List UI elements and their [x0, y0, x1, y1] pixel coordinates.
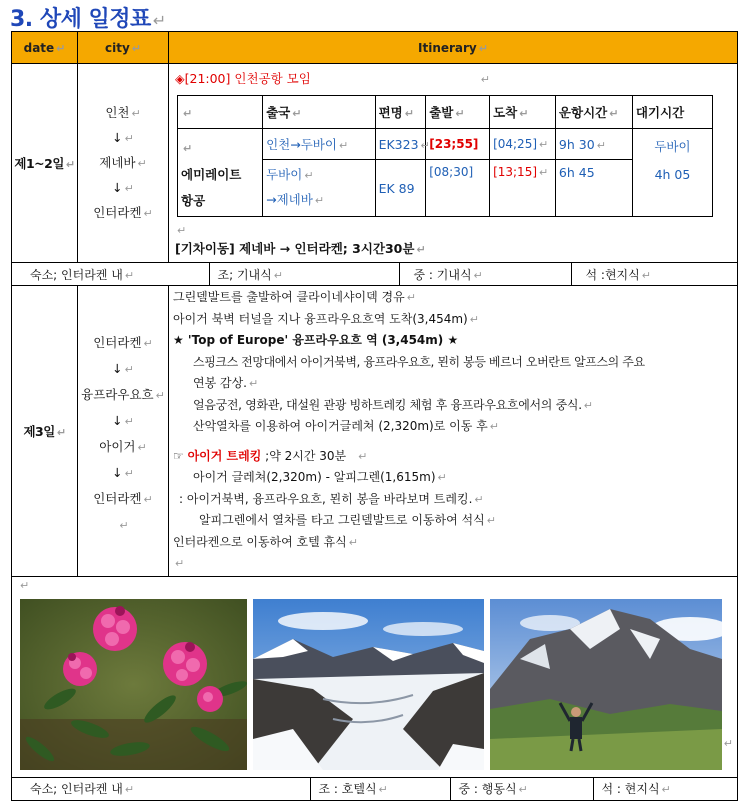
header-itinerary: Itinerary ↵	[169, 32, 738, 64]
photo-strip: ↵ ↵	[12, 577, 737, 777]
day3-line-5: 연봉 감상. ↵	[193, 376, 259, 390]
depart-1: [23;55]	[426, 129, 490, 160]
flight-2: EK 89	[375, 160, 426, 217]
day3-line-1: 그린델발트를 출발하여 클라이네샤이덱 경유 ↵	[173, 290, 416, 304]
duration-1: 9h 30 ↵	[555, 129, 632, 160]
day3-cities: 인터라켄 ↵ ↓ ↵ 융프라우요흐 ↵ ↓ ↵ 아이거 ↵ ↓ ↵ 인터라켄 ↵ ↵	[78, 286, 169, 577]
flight-header-duration: 운항시간 ↵	[555, 96, 632, 129]
arrive-2: [13;15] ↵	[490, 160, 556, 217]
day1-date: 제1~2일 ↵	[12, 64, 78, 263]
itinerary-table	[11, 31, 738, 801]
dinner-3: 석 : 현지식 ↵	[601, 782, 671, 796]
day3-trekking: ☞ 아이거 트레킹 ;약 2시간 30분 ↵	[173, 448, 368, 463]
flight-header-layover: 대기시간	[632, 96, 712, 129]
lunch-3: 중 : 행동식 ↵	[450, 778, 593, 800]
route-1: 인천→두바이 ↵	[263, 129, 375, 160]
day3-line-2: 아이거 북벽 터널을 지나 융프라우요흐역 도착(3,454m) ↵	[173, 311, 479, 326]
arrive-1: [04;25] ↵	[490, 129, 556, 160]
flight-header-depart-time: 출발 ↵	[426, 96, 490, 129]
flight-header-arrive-time: 도착 ↵	[490, 96, 556, 129]
flight-header-flight: 편명 ↵	[375, 96, 426, 129]
day3-highlight: ★ 'Top of Europe' 융프라우요흐 역 (3,454m) ★	[173, 333, 459, 347]
day3-line-12: 인터라켄으로 이동하여 호텔 휴식 ↵	[173, 534, 358, 549]
day3-line-7: 산악열차를 이용하여 아이거글레쳐 (2,320m)로 이동 후 ↵	[193, 419, 499, 433]
airline-cell: ↵ 에미레이트 항공	[178, 129, 263, 217]
lodging-1: 숙소; 인터라켄 내 ↵	[12, 263, 209, 285]
train-note: [기차이동] 제네바 → 인터라켄; 3시간30분 ↵	[175, 241, 426, 256]
lodging-3: 숙소; 인터라켄 내 ↵	[12, 778, 310, 800]
lunch-1: 중 : 기내식 ↵	[399, 263, 571, 285]
day3-line-11: 알피그렌에서 열차를 타고 그린델발트로 이동하여 석식 ↵	[199, 513, 496, 527]
breakfast-3: 조 : 호텔식 ↵	[310, 778, 450, 800]
day1-cities: 인천 ↵ ↓ ↵ 제네바 ↵ ↓ ↵ 인터라켄 ↵	[78, 64, 169, 263]
day3-line-6: 얼음궁전, 영화관, 대설원 관광 빙하트레킹 체험 후 융프라우요흐에서의 중식. ↵	[193, 397, 593, 412]
alpine-rose-photo	[20, 599, 247, 770]
layover-cell: 두바이 4h 05	[632, 129, 712, 217]
day3-itinerary: 그린델발트를 출발하여 클라이네샤이덱 경유 ↵ 아이거 북벽 터널을 지나 융프라우요흐역 도착(3,454m) ↵ ★ 'Top of Europe' 융프라우요흐 역 (3,454m) ★ 스핑크스 전망대에서 아이거북벽, 융프라우요흐, 묀히 봉등 베르너 오버란트 알프스의 주요 연봉 감상. ↵ 얼음궁전, 영화관, 대설원 관광 빙하트레킹 체험 후 융프라우요흐에서의 중식. ↵ 산악열차를 이용하여 아이거글레쳐 (2,320m)로 이동 후 ↵ ☞ 아이거 트레킹 ;약 2시간 30분 ↵ 아이거 글레쳐(2,320m) - 알피그렌(1,615m) ↵ : 아이거북벽, 융프라우요흐, 묀히 봉을 바라보며 트레킹. ↵ 알피그렌에서 열차를 타고 그린델발트로 이동하여 석식 ↵ 인터라켄으로 이동하여 호텔 휴식 ↵ ↵	[169, 286, 738, 577]
flight-header-departure: 출국 ↵	[263, 96, 375, 129]
aletsch-glacier-photo	[253, 599, 484, 770]
dinner-1: 석 :현지식 ↵	[585, 267, 651, 282]
flight-table: ↵ 출국 ↵ 편명 ↵ 출발 ↵ 도착 ↵ 운항시간 ↵ 대기시간 ↵ 에미레이트 항공 인천→두바이 ↵ EK323 ↵ [23;55] [04;25] ↵ 9h 30 ↵ 두바이 4h 05 두바이 ↵ →제네바 ↵ EK 89 [08;30] [13;15] ↵ 6h 45	[177, 95, 713, 217]
duration-2: 6h 45	[555, 160, 632, 217]
breakfast-1: 조; 기내식 ↵	[209, 263, 399, 285]
route-2: 두바이 ↵ →제네바 ↵	[263, 160, 375, 217]
pointing-hand-icon: ☞	[173, 448, 184, 463]
day3-line-4: 스핑크스 전망대에서 아이거북벽, 융프라우요흐, 묀히 봉등 베르너 오버란트 알프스의 주요	[193, 354, 645, 369]
day3-date: 제3일 ↵	[12, 286, 78, 577]
header-city: city ↵	[78, 32, 169, 64]
day1-itinerary: ◈[21:00] 인천공항 모임 ↵ ↵ 출국 ↵ 편명 ↵ 출발 ↵ 도착 ↵ 운항시간 ↵ 대기시간 ↵ 에미레이트 항공 인천→두바이 ↵ EK323 ↵ [23;55] [04;25] ↵ 9h 30 ↵ 두바이 4h 05 두바이 ↵ →제네바 ↵ EK 89 [08;30] [13;15] ↵ 6h 45 ↵ [기차이동] 제네바 → 인터라켄; 3시간30분 ↵	[169, 64, 738, 263]
section-title: 3. 상세 일정표 ↵	[10, 7, 166, 32]
header-date: date ↵	[12, 32, 78, 64]
meeting-note: ◈[21:00] 인천공항 모임 ↵	[175, 71, 491, 86]
day3-line-9: 아이거 글레쳐(2,320m) - 알피그렌(1,615m) ↵	[193, 470, 447, 484]
day3-line-10: : 아이거북벽, 융프라우요흐, 묀히 봉을 바라보며 트레킹. ↵	[179, 491, 484, 506]
depart-2: [08;30]	[426, 160, 490, 217]
flight-1: EK323 ↵	[375, 129, 426, 160]
eiger-hiker-photo	[490, 599, 722, 770]
